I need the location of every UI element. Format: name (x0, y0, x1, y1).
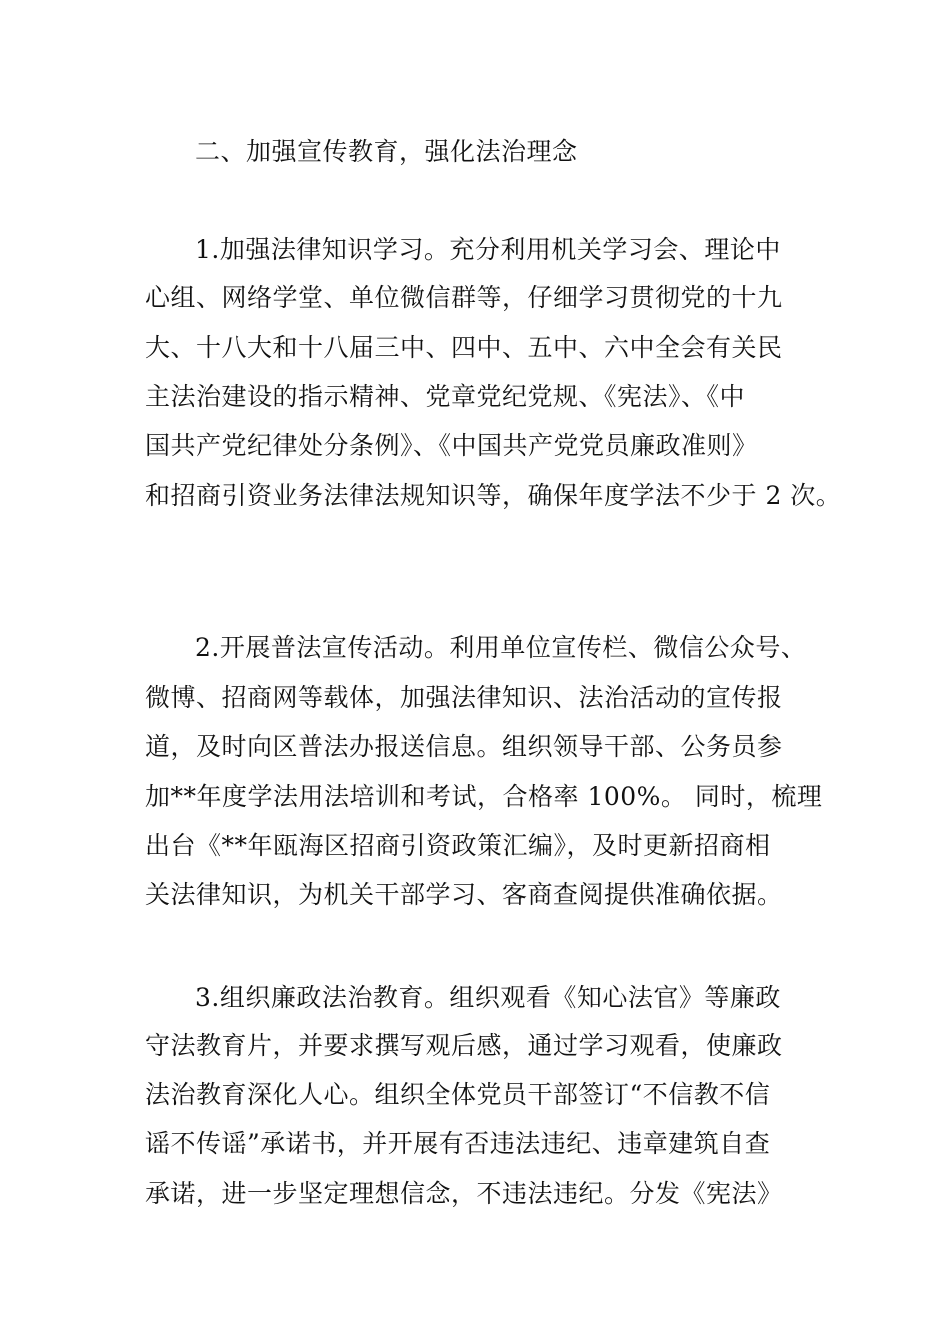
paragraph-2-line-4: 加**年度学法用法培训和考试，合格率 100%。 同时，梳理 (145, 782, 823, 811)
paragraph-1-line-2: 心组、网络学堂、单位微信群等，仔细学习贯彻党的十九 (145, 283, 783, 312)
section-heading: 二、加强宣传教育，强化法治理念 (195, 137, 578, 166)
paragraph-3-line-4: 谣不传谣”承诺书，并开展有否违法违纪、违章建筑自查 (145, 1129, 771, 1158)
paragraph-1-line-4: 主法治建设的指示精神、党章党纪党规、《宪法》、《中 (145, 382, 746, 411)
paragraph-1-line-6: 和招商引资业务法律法规知识等，确保年度学法不少于 2 次。 (145, 481, 842, 510)
paragraph-2-line-5: 出台《**年瓯海区招商引资政策汇编》，及时更新招商相 (145, 831, 771, 860)
paragraph-3-line-1: 3.组织廉政法治教育。组织观看《知心法官》等廉政 (195, 983, 781, 1012)
paragraph-3-line-2: 守法教育片，并要求撰写观后感，通过学习观看，使廉政 (145, 1031, 783, 1060)
paragraph-1-line-1: 1.加强法律知识学习。充分利用机关学习会、理论中 (195, 235, 781, 264)
paragraph-2-line-6: 关法律知识，为机关干部学习、客商查阅提供准确依据。 (145, 880, 783, 909)
paragraph-2-line-2: 微博、招商网等载体，加强法律知识、法治活动的宣传报 (145, 683, 783, 712)
paragraph-2-line-3: 道，及时向区普法办报送信息。组织领导干部、公务员参 (145, 732, 783, 761)
paragraph-2-line-1: 2.开展普法宣传活动。利用单位宣传栏、微信公众号、 (195, 633, 807, 662)
paragraph-3-line-5: 承诺，进一步坚定理想信念，不违法违纪。分发《宪法》 (145, 1179, 783, 1208)
paragraph-1-line-3: 大、十八大和十八届三中、四中、五中、六中全会有关民 (145, 333, 783, 362)
paragraph-1-line-5: 国共产党纪律处分条例》、《中国共产党党员廉政准则》 (145, 431, 758, 460)
paragraph-3-line-3: 法治教育深化人心。组织全体党员干部签订“不信教不信 (145, 1080, 771, 1109)
